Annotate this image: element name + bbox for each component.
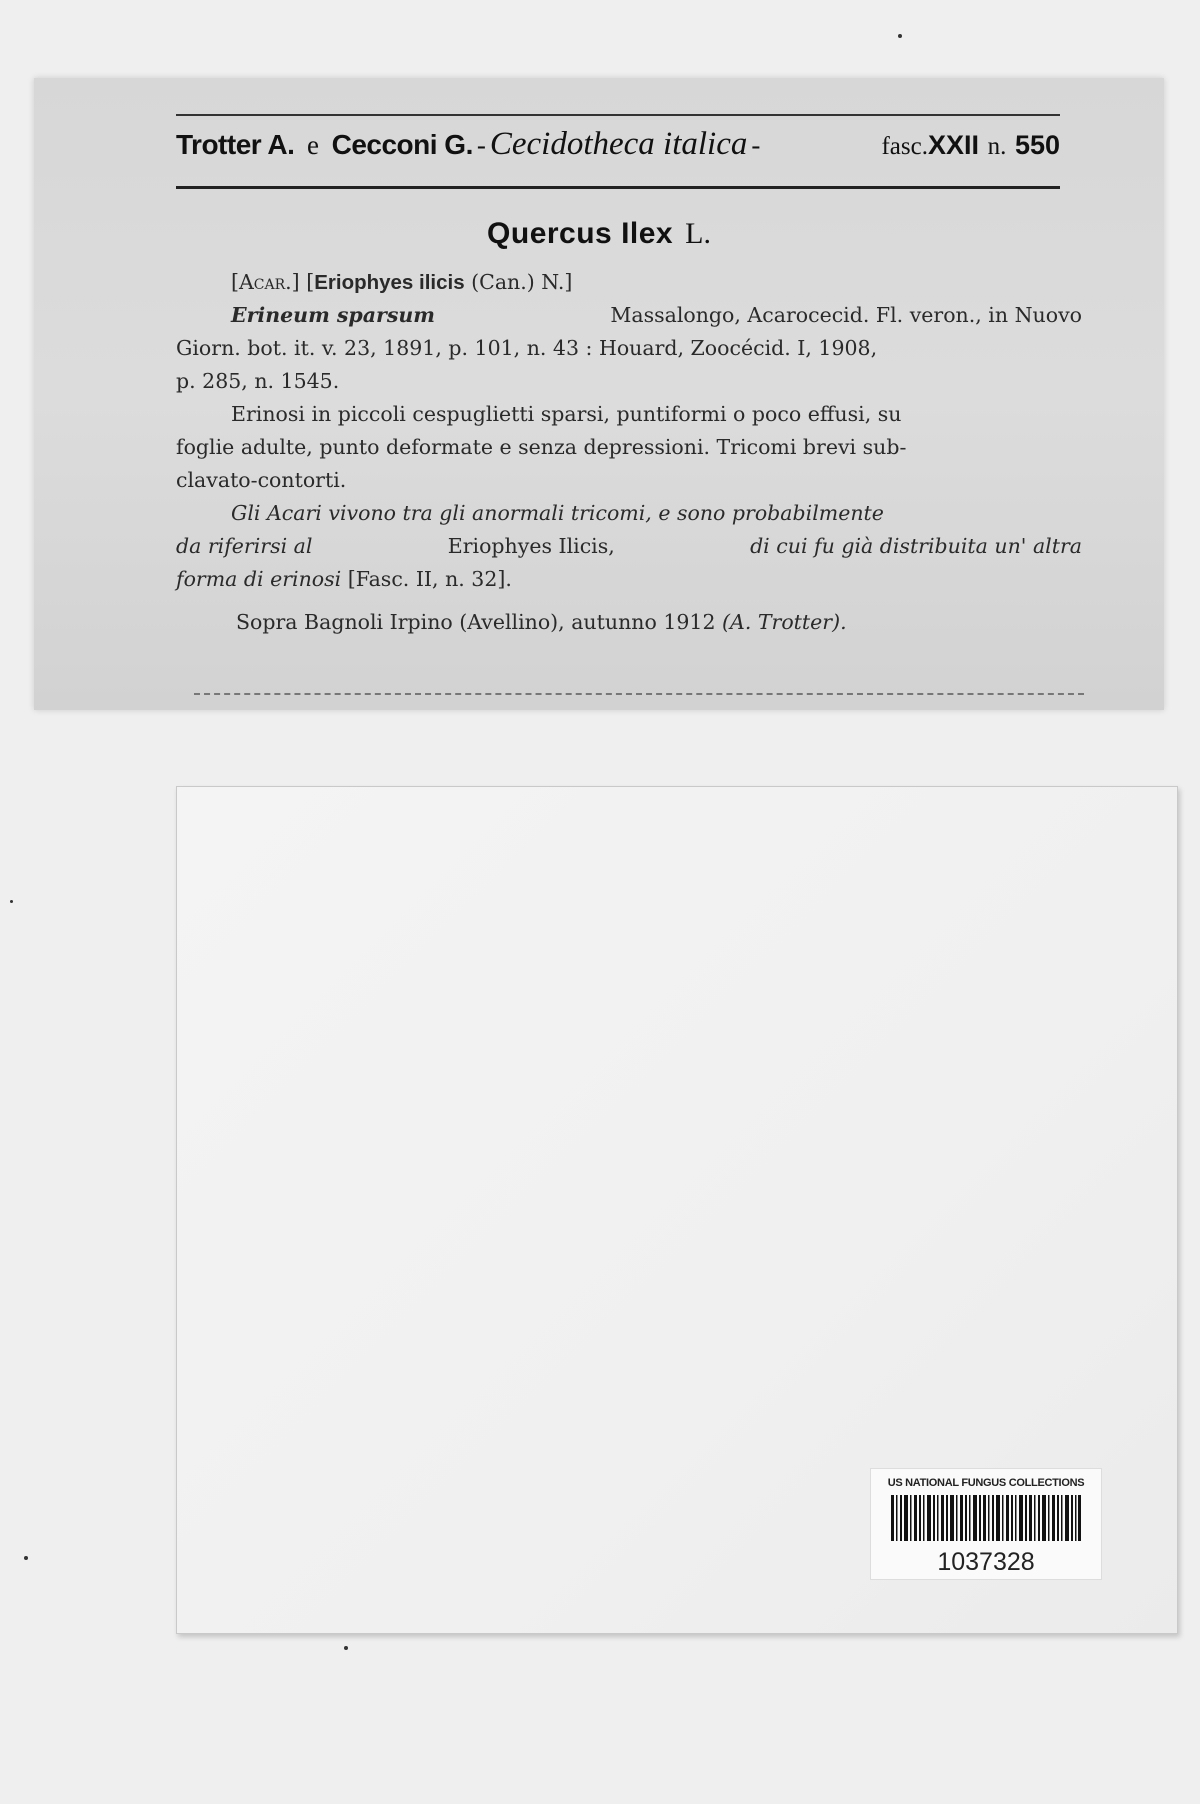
reference-text: Massalongo, Acarocecid. Fl. veron., in Nuovo	[610, 303, 1082, 327]
author-cecconi: Cecconi G.	[331, 129, 473, 160]
catalog-number: 1037328	[937, 1548, 1035, 1576]
dust-speck	[10, 900, 13, 903]
author-conjunction: e	[307, 130, 319, 160]
locality: Sopra Bagnoli Irpino (Avellino), autunno 1912	[236, 610, 716, 634]
host-species: Quercus Ilex	[487, 217, 674, 250]
locality-line	[176, 606, 1082, 639]
fascicle-number: XXII	[927, 130, 979, 160]
dust-speck	[24, 1556, 28, 1560]
collector: (A. Trotter).	[722, 610, 847, 634]
organism-authority: (Can.) N.]	[471, 270, 573, 294]
header-rule-bottom	[176, 186, 1060, 189]
note-text: forma di erinosi	[176, 567, 342, 591]
note-line-2	[176, 530, 1082, 563]
description-line-1: Erinosi in piccoli cespuglietti sparsi, puntiformi o poco effusi, su	[231, 402, 902, 426]
reference-line-1	[176, 299, 1082, 332]
description-line-2: foglie adulte, punto deformate e senza depressioni. Tricomi brevi sub-	[176, 435, 907, 459]
group-tag: [Acar.]	[231, 270, 300, 294]
note-text: di cui fu già distribuita un' altra	[750, 534, 1082, 558]
reference-line-2: Giorn. bot. it. v. 23, 1891, p. 101, n. 43 : Houard, Zoocécid. I, 1908,	[176, 336, 878, 360]
header-rule-top	[176, 114, 1060, 116]
note-organism: Eriophyes Ilicis,	[447, 534, 615, 558]
author-trotter: Trotter A.	[176, 129, 295, 160]
reference-line-3: p. 285, n. 1545.	[176, 369, 340, 393]
label-header	[176, 126, 1060, 176]
organism-line	[176, 266, 1082, 299]
specimen-number: 550	[1014, 130, 1060, 160]
printed-label	[34, 78, 1164, 710]
organism-name: Eriophyes ilicis	[314, 271, 465, 294]
note-text: da riferirsi al	[176, 534, 313, 558]
bracket: [	[306, 270, 315, 294]
description-line-3: clavato-contorti.	[176, 468, 347, 492]
host-name	[34, 216, 1164, 251]
host-authority: L.	[685, 217, 711, 250]
barcode-label	[870, 1468, 1102, 1580]
note-reference: [Fasc. II, n. 32].	[347, 567, 512, 591]
collection-name: US NATIONAL FUNGUS COLLECTIONS	[887, 1477, 1085, 1489]
number-word: n.	[987, 133, 1007, 160]
label-body	[176, 266, 1082, 639]
work-title: Cecidotheca italica	[489, 126, 748, 162]
barcode-icon	[891, 1495, 1081, 1541]
dust-speck	[344, 1646, 348, 1650]
fascicle-word: fasc.	[881, 133, 928, 160]
reference-name: Erineum sparsum	[231, 303, 435, 327]
header-separator: -	[751, 130, 761, 160]
dust-speck	[898, 34, 902, 38]
note-line-1: Gli Acari vivono tra gli anormali tricomi, e sono probabilmente	[231, 501, 884, 525]
label-rule-bottom	[194, 693, 1084, 695]
note-line-3	[176, 563, 1082, 596]
header-separator: -	[476, 130, 486, 160]
